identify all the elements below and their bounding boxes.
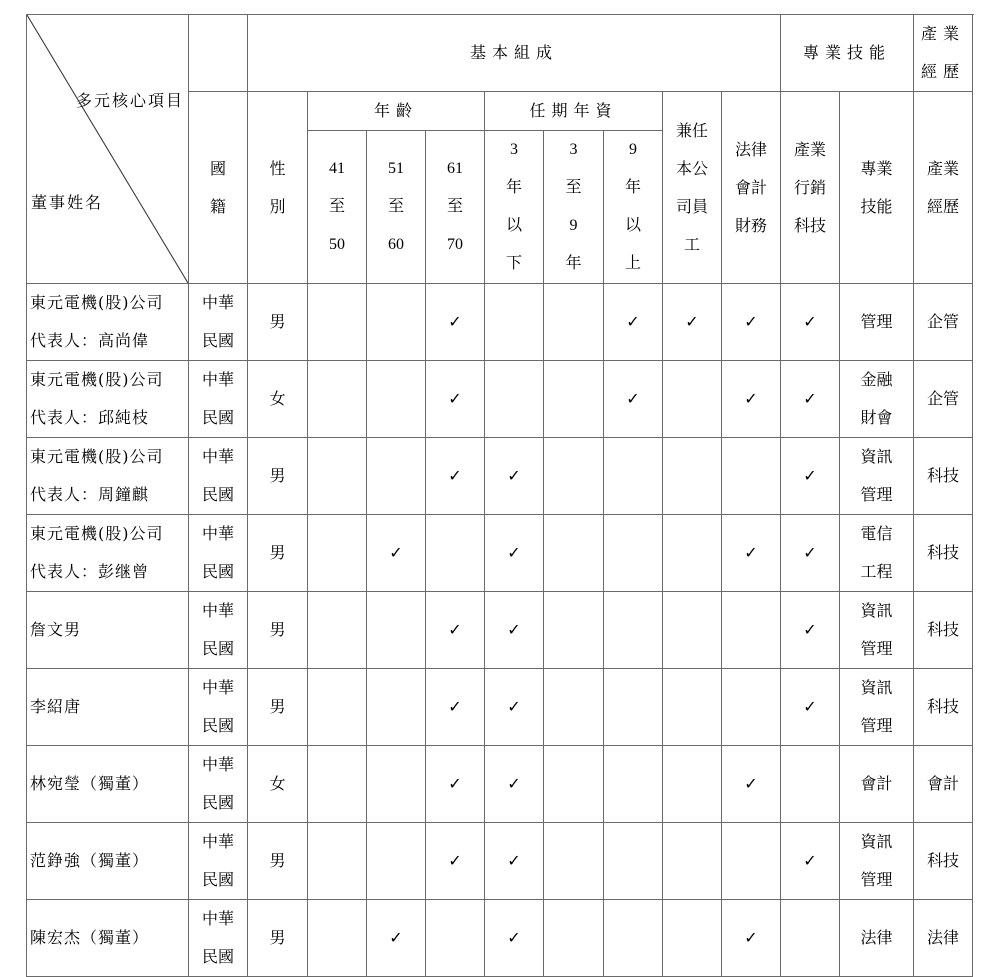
check-cell-industry-marketing xyxy=(781,900,840,977)
director-name-line: 東元電機(股)公司 xyxy=(30,447,164,466)
director-name-line: 代表人：周鐘麒 xyxy=(30,485,150,504)
check-cell-industry-marketing xyxy=(781,438,840,515)
header-age: 年齡 xyxy=(308,92,485,131)
gender-cell: 女 xyxy=(248,361,308,438)
check-cell-tenure-over-9 xyxy=(604,669,663,746)
board-diversity-table xyxy=(26,14,973,977)
professional-skill-cell: 電信 工程 xyxy=(840,515,914,592)
check-cell-tenure-under-3 xyxy=(485,284,544,361)
nationality-cell: 中華 民國 xyxy=(189,669,248,746)
check-cell-legal-accounting xyxy=(722,823,781,900)
check-cell-tenure-under-3 xyxy=(485,438,544,515)
industry-experience-cell: 科技 xyxy=(914,823,973,900)
diagonal-divider xyxy=(27,15,188,283)
checkmark-icon: ✓ xyxy=(448,466,462,485)
check-cell-tenure-3-9 xyxy=(544,284,604,361)
checkmark-icon: ✓ xyxy=(685,312,699,331)
checkmark-icon: ✓ xyxy=(389,928,403,947)
director-name-line: 代表人：高尚偉 xyxy=(30,331,150,350)
professional-skill-cell: 金融 財會 xyxy=(840,361,914,438)
professional-skill-cell: 會計 xyxy=(840,746,914,823)
header-age-51-60: 51 至 60 xyxy=(367,131,426,284)
check-cell-concurrent-employee xyxy=(663,746,722,823)
nationality-cell: 中華 民國 xyxy=(189,361,248,438)
checkmark-icon: ✓ xyxy=(389,543,403,562)
nationality-cell: 中華 民國 xyxy=(189,823,248,900)
professional-skill-cell: 資訊 管理 xyxy=(840,592,914,669)
header-tenure-over-9: 9 年 以 上 xyxy=(604,131,663,284)
check-cell-legal-accounting xyxy=(722,669,781,746)
table-row xyxy=(27,438,973,515)
checkmark-icon: ✓ xyxy=(507,620,521,639)
checkmark-icon: ✓ xyxy=(803,389,817,408)
check-cell-tenure-3-9 xyxy=(544,361,604,438)
check-cell-concurrent-employee xyxy=(663,900,722,977)
director-name-line: 陳宏杰（獨董） xyxy=(30,928,150,947)
checkmark-icon: ✓ xyxy=(507,697,521,716)
check-cell-age-61-70 xyxy=(426,669,485,746)
check-cell-tenure-under-3 xyxy=(485,669,544,746)
check-cell-age-61-70 xyxy=(426,438,485,515)
check-cell-age-61-70 xyxy=(426,515,485,592)
check-cell-tenure-over-9 xyxy=(604,746,663,823)
check-cell-age-61-70 xyxy=(426,361,485,438)
check-cell-legal-accounting xyxy=(722,361,781,438)
gender-cell: 男 xyxy=(248,438,308,515)
check-cell-age-61-70 xyxy=(426,900,485,977)
checkmark-icon: ✓ xyxy=(803,697,817,716)
table-row xyxy=(27,900,973,977)
gender-cell: 男 xyxy=(248,669,308,746)
corner-top-label: 多元核心項目 xyxy=(75,91,184,110)
header-nationality: 國 籍 xyxy=(189,92,248,284)
header-age-41-50: 41 至 50 xyxy=(308,131,367,284)
gender-cell: 男 xyxy=(248,284,308,361)
check-cell-tenure-3-9 xyxy=(544,438,604,515)
checkmark-icon: ✓ xyxy=(803,312,817,331)
header-industry-marketing: 產業 行銷 科技 xyxy=(781,92,840,284)
checkmark-icon: ✓ xyxy=(744,928,758,947)
check-cell-tenure-3-9 xyxy=(544,823,604,900)
professional-skill-cell: 資訊 管理 xyxy=(840,823,914,900)
director-name-line: 東元電機(股)公司 xyxy=(30,524,164,543)
nationality-cell: 中華 民國 xyxy=(189,900,248,977)
industry-experience-cell: 會計 xyxy=(914,746,973,823)
group-header-skills: 專業技能 xyxy=(781,15,914,92)
check-cell-concurrent-employee xyxy=(663,515,722,592)
industry-experience-cell: 科技 xyxy=(914,515,973,592)
check-cell-age-61-70 xyxy=(426,746,485,823)
check-cell-concurrent-employee xyxy=(663,438,722,515)
check-cell-industry-marketing xyxy=(781,284,840,361)
check-cell-tenure-over-9 xyxy=(604,361,663,438)
checkmark-icon: ✓ xyxy=(744,312,758,331)
check-cell-age-41-50 xyxy=(308,361,367,438)
check-cell-tenure-over-9 xyxy=(604,900,663,977)
checkmark-icon: ✓ xyxy=(448,697,462,716)
checkmark-icon: ✓ xyxy=(803,620,817,639)
checkmark-icon: ✓ xyxy=(507,466,521,485)
table-row xyxy=(27,361,973,438)
header-concurrent-employee: 兼任 本公 司員 工 xyxy=(663,92,722,284)
director-name-line: 東元電機(股)公司 xyxy=(30,370,164,389)
header-legal-accounting: 法律 會計 財務 xyxy=(722,92,781,284)
gender-cell: 男 xyxy=(248,823,308,900)
check-cell-age-41-50 xyxy=(308,746,367,823)
check-cell-age-51-60 xyxy=(367,515,426,592)
check-cell-age-41-50 xyxy=(308,515,367,592)
professional-skill-cell: 資訊 管理 xyxy=(840,669,914,746)
check-cell-age-51-60 xyxy=(367,592,426,669)
checkmark-icon: ✓ xyxy=(626,312,640,331)
check-cell-tenure-over-9 xyxy=(604,438,663,515)
header-professional-skill: 專業 技能 xyxy=(840,92,914,284)
check-cell-age-61-70 xyxy=(426,592,485,669)
check-cell-age-61-70 xyxy=(426,284,485,361)
director-name-line: 代表人：邱純枝 xyxy=(30,408,150,427)
check-cell-age-51-60 xyxy=(367,438,426,515)
checkmark-icon: ✓ xyxy=(744,389,758,408)
check-cell-age-41-50 xyxy=(308,669,367,746)
check-cell-tenure-3-9 xyxy=(544,746,604,823)
check-cell-age-51-60 xyxy=(367,746,426,823)
check-cell-age-51-60 xyxy=(367,284,426,361)
director-name-line: 林宛瑩（獨董） xyxy=(30,774,150,793)
checkmark-icon: ✓ xyxy=(626,389,640,408)
check-cell-legal-accounting xyxy=(722,900,781,977)
director-name-cell xyxy=(27,592,189,669)
professional-skill-cell: 資訊 管理 xyxy=(840,438,914,515)
nationality-cell: 中華 民國 xyxy=(189,284,248,361)
check-cell-legal-accounting xyxy=(722,746,781,823)
check-cell-age-41-50 xyxy=(308,900,367,977)
check-cell-age-41-50 xyxy=(308,438,367,515)
header-tenure: 任期年資 xyxy=(485,92,663,131)
check-cell-tenure-over-9 xyxy=(604,515,663,592)
group-header-basic: 基本組成 xyxy=(248,15,781,92)
corner-bottom-label: 董事姓名 xyxy=(31,193,104,212)
check-cell-tenure-under-3 xyxy=(485,361,544,438)
check-cell-legal-accounting xyxy=(722,515,781,592)
check-cell-age-51-60 xyxy=(367,361,426,438)
checkmark-icon: ✓ xyxy=(803,466,817,485)
check-cell-industry-marketing xyxy=(781,823,840,900)
director-name-line: 代表人：彭继曾 xyxy=(30,562,150,581)
check-cell-concurrent-employee xyxy=(663,823,722,900)
header-industry-experience: 產業 經歷 xyxy=(914,92,973,284)
director-name-cell xyxy=(27,746,189,823)
gender-cell: 男 xyxy=(248,592,308,669)
table-row xyxy=(27,284,973,361)
nationality-cell: 中華 民國 xyxy=(189,746,248,823)
check-cell-legal-accounting xyxy=(722,592,781,669)
check-cell-age-51-60 xyxy=(367,669,426,746)
table-row xyxy=(27,515,973,592)
check-cell-age-61-70 xyxy=(426,823,485,900)
nationality-cell: 中華 民國 xyxy=(189,515,248,592)
checkmark-icon: ✓ xyxy=(448,312,462,331)
check-cell-concurrent-employee xyxy=(663,361,722,438)
check-cell-industry-marketing xyxy=(781,515,840,592)
director-name-cell xyxy=(27,361,189,438)
director-name-cell xyxy=(27,669,189,746)
check-cell-industry-marketing xyxy=(781,361,840,438)
checkmark-icon: ✓ xyxy=(507,851,521,870)
blank-header-cell xyxy=(189,15,248,92)
professional-skill-cell: 管理 xyxy=(840,284,914,361)
checkmark-icon: ✓ xyxy=(744,774,758,793)
check-cell-tenure-over-9 xyxy=(604,823,663,900)
gender-cell: 男 xyxy=(248,900,308,977)
check-cell-tenure-3-9 xyxy=(544,669,604,746)
header-gender: 性 別 xyxy=(248,92,308,284)
checkmark-icon: ✓ xyxy=(803,851,817,870)
director-name-line: 詹文男 xyxy=(30,620,82,639)
industry-experience-cell: 法律 xyxy=(914,900,973,977)
director-name-line: 李紹唐 xyxy=(30,697,82,716)
industry-experience-cell: 科技 xyxy=(914,669,973,746)
table-row xyxy=(27,592,973,669)
director-name-cell xyxy=(27,284,189,361)
director-name-line: 范錚強（獨董） xyxy=(30,851,150,870)
check-cell-age-51-60 xyxy=(367,823,426,900)
checkmark-icon: ✓ xyxy=(448,389,462,408)
checkmark-icon: ✓ xyxy=(507,928,521,947)
group-header-experience: 產業經歷 xyxy=(914,15,973,92)
table-row xyxy=(27,823,973,900)
checkmark-icon: ✓ xyxy=(507,543,521,562)
gender-cell: 男 xyxy=(248,515,308,592)
check-cell-tenure-over-9 xyxy=(604,284,663,361)
check-cell-industry-marketing xyxy=(781,669,840,746)
check-cell-concurrent-employee xyxy=(663,592,722,669)
check-cell-tenure-under-3 xyxy=(485,746,544,823)
director-name-cell xyxy=(27,900,189,977)
director-name-cell xyxy=(27,438,189,515)
header-age-61-70: 61 至 70 xyxy=(426,131,485,284)
industry-experience-cell: 企管 xyxy=(914,284,973,361)
checkmark-icon: ✓ xyxy=(448,774,462,793)
checkmark-icon: ✓ xyxy=(803,543,817,562)
director-name-cell xyxy=(27,823,189,900)
checkmark-icon: ✓ xyxy=(744,543,758,562)
check-cell-industry-marketing xyxy=(781,746,840,823)
table-row xyxy=(27,746,973,823)
check-cell-legal-accounting xyxy=(722,284,781,361)
check-cell-concurrent-employee xyxy=(663,669,722,746)
checkmark-icon: ✓ xyxy=(448,620,462,639)
industry-experience-cell: 科技 xyxy=(914,438,973,515)
check-cell-concurrent-employee xyxy=(663,284,722,361)
industry-experience-cell: 企管 xyxy=(914,361,973,438)
corner-header-cell xyxy=(27,15,189,284)
director-name-line: 東元電機(股)公司 xyxy=(30,293,164,312)
table-row xyxy=(27,669,973,746)
check-cell-age-51-60 xyxy=(367,900,426,977)
check-cell-tenure-3-9 xyxy=(544,900,604,977)
check-cell-industry-marketing xyxy=(781,592,840,669)
nationality-cell: 中華 民國 xyxy=(189,592,248,669)
industry-experience-cell: 科技 xyxy=(914,592,973,669)
check-cell-age-41-50 xyxy=(308,592,367,669)
director-name-cell xyxy=(27,515,189,592)
check-cell-tenure-under-3 xyxy=(485,823,544,900)
check-cell-age-41-50 xyxy=(308,823,367,900)
header-tenure-under-3: 3 年 以 下 xyxy=(485,131,544,284)
check-cell-tenure-under-3 xyxy=(485,592,544,669)
check-cell-tenure-under-3 xyxy=(485,900,544,977)
check-cell-tenure-3-9 xyxy=(544,515,604,592)
checkmark-icon: ✓ xyxy=(448,851,462,870)
check-cell-age-41-50 xyxy=(308,284,367,361)
check-cell-tenure-3-9 xyxy=(544,592,604,669)
check-cell-tenure-under-3 xyxy=(485,515,544,592)
check-cell-tenure-over-9 xyxy=(604,592,663,669)
nationality-cell: 中華 民國 xyxy=(189,438,248,515)
checkmark-icon: ✓ xyxy=(507,774,521,793)
check-cell-legal-accounting xyxy=(722,438,781,515)
header-tenure-3-to-9: 3 至 9 年 xyxy=(544,131,604,284)
professional-skill-cell: 法律 xyxy=(840,900,914,977)
gender-cell: 女 xyxy=(248,746,308,823)
